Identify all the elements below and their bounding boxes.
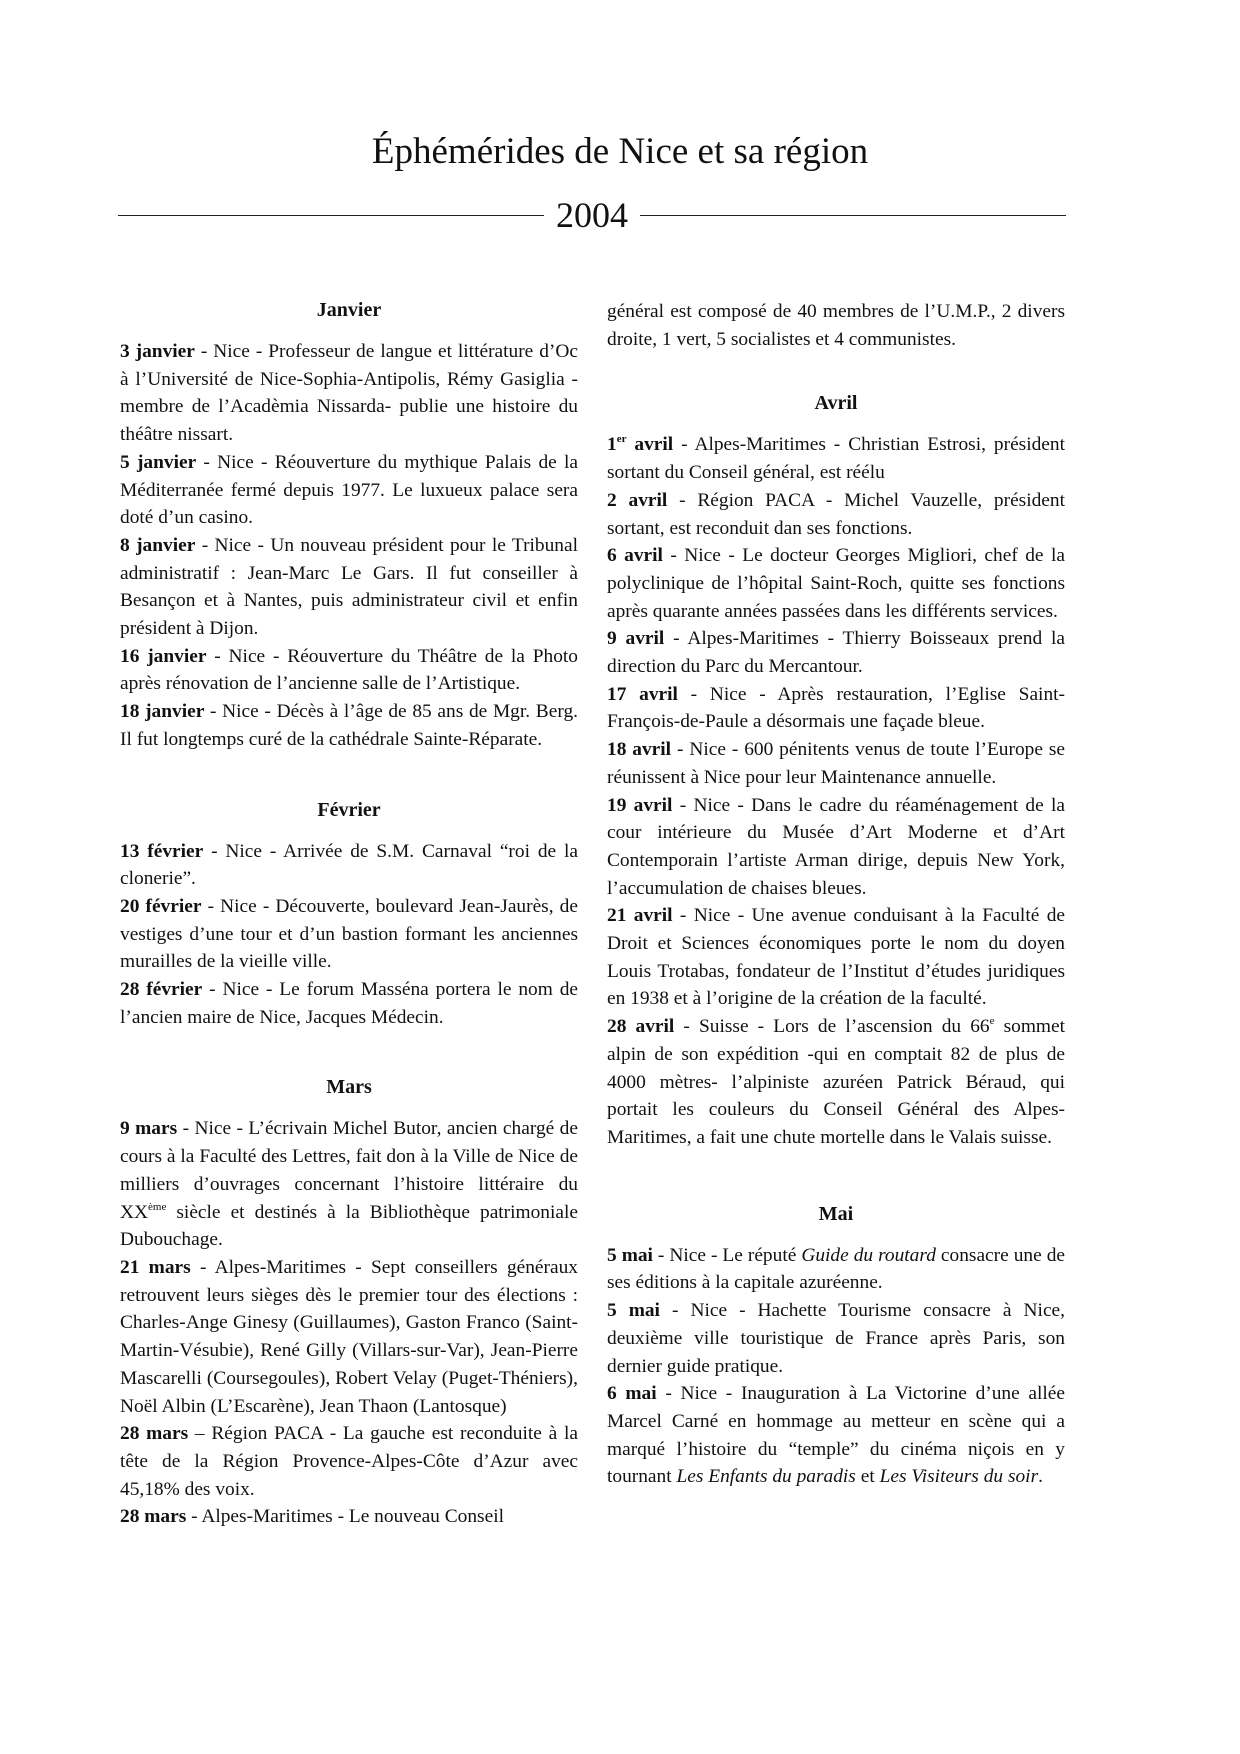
italic-title: Les Visiteurs du soir: [879, 1466, 1039, 1488]
entry: [120, 976, 578, 1031]
entry: [120, 449, 578, 532]
entry-date: 6 avril: [607, 545, 663, 567]
entry-date: [607, 434, 673, 455]
entry: [120, 1420, 578, 1503]
entry-date: 19 avril: [607, 794, 673, 816]
entry: [607, 487, 1065, 542]
entry-date: 5 janvier: [120, 451, 197, 473]
entry-text: - Nice - Un nouveau président pour le Tribunal administratif : Jean-Marc Le Gars. Il fut conseiller à Besançon et à Nantes, puis administrateur civil et enfin président à Dijon.: [120, 534, 578, 640]
entry-text: - Nice - Dans le cadre du réaménagement de la cour intérieure du Musée d’Art Moderne et d’Art Contemporain l’artiste Arman dirige, depuis New York, l’accumulation de chaises bleues.: [607, 794, 1066, 899]
entry-date: 18 janvier: [120, 701, 205, 723]
entry: [120, 698, 578, 753]
superscript: ème: [148, 1200, 167, 1213]
entry: [120, 1503, 578, 1531]
entry-text: - Nice - Décès à l’âge de 85 ans de Mgr. Berg. Il fut longtemps curé de la cathédrale Sainte-Réparate.: [120, 701, 578, 750]
entry-text: - Nice - Le réputé: [652, 1244, 802, 1266]
entry-text: - Nice - 600 pénitents venus de toute l’Europe se réunissent à Nice pour leur Maintenance annuelle.: [607, 739, 1065, 788]
year-header: [118, 190, 1066, 240]
entry-text: - Nice - Arrivée de S.M. Carnaval “roi de la clonerie”.: [120, 840, 578, 890]
entry-date: 9 mars: [120, 1118, 178, 1140]
entry-date: 28 avril: [607, 1016, 675, 1038]
entry: [607, 1380, 1065, 1491]
entry: [607, 736, 1065, 791]
entry: [120, 338, 578, 449]
section-gap: [120, 1031, 578, 1073]
page-title: Éphémérides de Nice et sa région: [371, 131, 869, 172]
superscript: e: [989, 1015, 995, 1028]
entry-date: 3 janvier: [120, 341, 195, 362]
entry: [607, 431, 1065, 486]
entry-date: 5 mai: [607, 1244, 653, 1266]
entry-text: - Alpes-Maritimes - Le nouveau Conseil: [186, 1506, 504, 1528]
entry-date: 18 avril: [607, 739, 672, 761]
superscript: er: [616, 433, 627, 446]
entry-text: et: [855, 1466, 880, 1488]
entry-date: 28 mars: [120, 1506, 187, 1528]
right-column: [607, 298, 1065, 1491]
entry-text: - Alpes-Maritimes - Sept conseillers généraux retrouvent leurs sièges dès le premier tour des élections : Charles-Ange Ginesy (Guillaumes), Gaston Franco (Saint-Martin-Vésubie), René Gilly (Villars-sur-Var), Jean-Pierre Mascarelli (Coursegoules), Robert Velay (Puget-Théniers), Noël Albin (L’Escarène), Jean Thaon (Lantosque): [120, 1256, 578, 1417]
entry-date: 20 février: [120, 895, 202, 917]
entry: [607, 1013, 1065, 1152]
entry-text: - Alpes-Maritimes - Thierry Boisseaux prend la direction du Parc du Mercantour.: [607, 628, 1065, 678]
entry-text: - Région PACA - Michel Vauzelle, président sortant, est reconduit dan ses fonctions.: [607, 489, 1065, 539]
month-heading-janvier: Janvier: [316, 299, 382, 321]
entry-text: - Nice - Le docteur Georges Migliori, chef de la polyclinique de l’hôpital Saint-Roch, quitte ses fonctions après quarante années passées dans les différents services.: [607, 545, 1065, 622]
entry-text: .: [1038, 1466, 1043, 1488]
entry-text: consacre une de ses éditions à la capitale azuréenne.: [607, 1244, 1066, 1294]
right-rule: [640, 215, 1066, 216]
date-number: 1: [607, 434, 617, 456]
entry: [607, 902, 1065, 1013]
entry-text: - Nice - Après restauration, l’Eglise Saint-François-de-Paule a désormais une façade bleue.: [607, 683, 1065, 733]
section-gap: [607, 1152, 1065, 1200]
date-word: avril: [626, 434, 674, 456]
month-heading-mai: Mai: [818, 1202, 854, 1225]
entry-text: sommet alpin de son expédition -qui en comptait 82 de plus de 4000 mètres- l’alpiniste azuréen Patrick Béraud, qui portait les couleurs du Conseil Général des Alpes-Maritimes, a fait une chute mortelle dans le Valais suisse.: [607, 1016, 1066, 1148]
entry-date: 21 avril: [607, 905, 673, 927]
entry: [607, 1297, 1065, 1380]
entry-text: - Nice - Le forum Masséna portera le nom de l’ancien maire de Nice, Jacques Médecin.: [120, 979, 578, 1028]
entry-date: 13 février: [120, 840, 204, 862]
entry-text: - Nice - Réouverture du Théâtre de la Photo après rénovation de l’ancienne salle de l’Artistique.: [120, 645, 578, 695]
entry: [120, 1115, 578, 1254]
entry-text: - Nice - L’écrivain Michel Butor, ancien chargé de cours à la Faculté des Lettres, fait don à la Ville de Nice de milliers d’ouvrages concernant l’histoire littéraire du XX: [120, 1118, 578, 1223]
entry-text: - Nice - Découverte, boulevard Jean-Jaurès, de vestiges d’une tour et d’un bastion formant les anciennes murailles de la vieille ville.: [120, 895, 578, 973]
entry-text: - Alpes-Maritimes - Christian Estrosi, président sortant du Conseil général, est réélu: [607, 434, 1065, 484]
entry-text: - Nice - Professeur de langue et littérature d’Oc à l’Université de Nice-Sophia-Antipolis, Rémy Gasiglia -membre de l’Acadèmia Nissarda- publie une histoire du théâtre nissart.: [120, 341, 578, 446]
italic-title: Guide du routard: [801, 1244, 936, 1266]
entry: [607, 681, 1065, 736]
entry: [607, 1242, 1065, 1297]
entry-date: 8 janvier: [120, 534, 196, 556]
entry-text: - Nice - Réouverture du mythique Palais de la Méditerranée fermé depuis 1977. Le luxueux palace sera doté d’un casino.: [120, 451, 579, 529]
entry: [607, 792, 1065, 903]
entry-text: - Nice - Inauguration à La Victorine d’une allée Marcel Carné en hommage au metteur en scène qui a marqué l’histoire du “temple” du cinéma niçois en y tournant: [607, 1383, 1066, 1488]
entry: [120, 838, 578, 893]
section-gap: [607, 353, 1065, 389]
entry: [607, 542, 1065, 625]
entry-continuation: général est composé de 40 membres de l’U.M.P., 2 divers droite, 1 vert, 5 socialistes et 4 communistes.: [607, 301, 1065, 350]
entry-date: 6 mai: [607, 1383, 657, 1405]
month-heading-avril: Avril: [814, 392, 858, 415]
entry-text: – Région PACA - La gauche est reconduite à la tête de la Région Provence-Alpes-Côte d’Azur avec 45,18% des voix.: [120, 1423, 578, 1500]
left-rule: [118, 215, 544, 216]
month-heading-mars: Mars: [326, 1076, 372, 1099]
entry-date: 2 avril: [607, 489, 668, 511]
entry: [120, 1254, 578, 1420]
entry: [120, 532, 578, 643]
entry-text: siècle et destinés à la Bibliothèque patrimoniale Dubouchage.: [120, 1201, 578, 1251]
entry-date: 17 avril: [607, 683, 678, 705]
entry: [120, 893, 578, 976]
entry-date: 16 janvier: [120, 645, 207, 667]
entry-text: - Nice - Une avenue conduisant à la Faculté de Droit et Sciences économiques porte le nom du doyen Louis Trotabas, fondateur de l’Institut d’études juridiques en 1938 et à l’origine de la création de la faculté.: [607, 905, 1065, 1010]
year-label: 2004: [556, 195, 628, 235]
entry-date: 5 mai: [607, 1300, 660, 1322]
entry-text: - Suisse - Lors de l’ascension du 66: [674, 1016, 990, 1038]
italic-title: Les Enfants du paradis: [676, 1466, 856, 1488]
entry: [120, 643, 578, 698]
entry-date: 28 février: [120, 979, 203, 1001]
entry: [607, 625, 1065, 680]
entry-date: 21 mars: [120, 1256, 191, 1278]
entry-text: - Nice - Hachette Tourisme consacre à Nice, deuxième ville touristique de France après Paris, son dernier guide pratique.: [607, 1300, 1066, 1377]
section-gap: [120, 754, 578, 796]
left-column: [120, 296, 578, 1531]
entry-date: 28 mars: [120, 1423, 189, 1445]
month-heading-fevrier: Février: [317, 798, 381, 821]
entry-date: 9 avril: [607, 628, 665, 650]
